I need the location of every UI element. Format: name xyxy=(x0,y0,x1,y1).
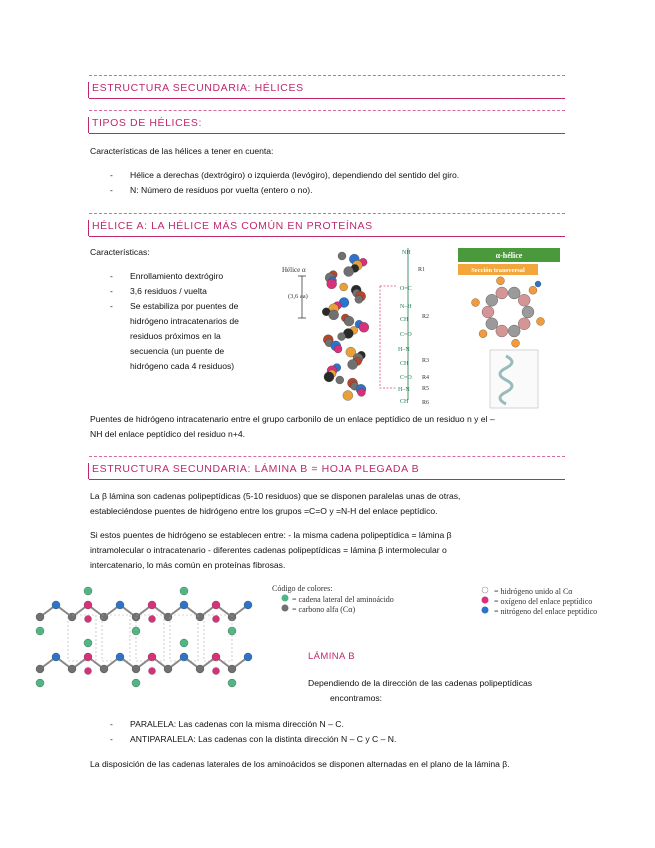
sheet-atom xyxy=(212,653,220,661)
legend-title: Código de colores: xyxy=(272,584,333,593)
helix-atom xyxy=(344,316,354,326)
ring-atom xyxy=(508,287,520,299)
sheet-atom xyxy=(52,653,60,661)
helix-ball-model xyxy=(322,252,369,401)
helix-atom xyxy=(344,267,354,277)
ring-side-atom xyxy=(536,317,544,325)
sheet-atom xyxy=(116,653,124,661)
sheet-atom xyxy=(100,613,108,621)
sheet-atom xyxy=(148,653,156,661)
panel-sub: Sección transversal xyxy=(471,267,525,274)
lamina-sub-line-1: Dependiendo de la dirección de las cadenas polipeptídicas xyxy=(308,678,533,688)
helix-atom xyxy=(343,391,353,401)
ring-atom xyxy=(496,325,508,337)
sheet-atom xyxy=(196,613,204,621)
svg-text:R2: R2 xyxy=(422,314,430,320)
section-heading-alpha: HÉLICE A: LA HÉLICE MÁS COMÚN EN PROTEÍNAS xyxy=(88,220,565,236)
sheet-atom xyxy=(68,665,76,673)
lamina-sub-line-2: encontramos: xyxy=(330,693,383,703)
sheet-atom xyxy=(36,665,44,673)
svg-text:C=O: C=O xyxy=(400,332,412,338)
helix-atom xyxy=(336,376,344,384)
oxygen-atom xyxy=(213,616,220,623)
ring-side-atom xyxy=(496,277,504,285)
ring-atom xyxy=(496,287,508,299)
oxygen-atom xyxy=(149,668,156,675)
section-heading-lamina: ESTRUCTURA SECUNDARIA: LÁMINA B = HOJA PLEGADA B xyxy=(88,463,565,479)
side-chain-atom xyxy=(228,679,236,687)
lamina-p2-line-3: intercatenario, lo más común en proteínas fibrosas. xyxy=(90,560,286,570)
sheet-atom xyxy=(212,601,220,609)
ring-atom xyxy=(482,306,494,318)
helix-atom xyxy=(338,333,346,341)
legend-nitrogen: = nitrógeno del enlace peptídico xyxy=(494,607,598,616)
ring-atom xyxy=(508,325,520,337)
alpha-helix-figure xyxy=(280,238,570,410)
ring-side-atom xyxy=(535,281,541,287)
sheet-atom xyxy=(244,601,252,609)
ring-side-atom xyxy=(512,339,520,347)
alpha-note-line-1: Puentes de hidrógeno intracatenario entre el grupo carbonilo de un enlace peptídico de un residuo n y el – xyxy=(90,414,495,424)
section-heading-helices: ESTRUCTURA SECUNDARIA: HÉLICES xyxy=(88,82,565,98)
sheet-atom xyxy=(84,601,92,609)
ring-side-atom xyxy=(472,299,480,307)
lamina-subheading: LÁMINA B xyxy=(308,651,356,662)
lamina-p1-line-1: La β lámina son cadenas polipeptídicas (5-10 residuos) que se disponen paralelas unas de otras, xyxy=(90,491,461,501)
side-chain-atom xyxy=(84,639,92,647)
alpha-item-3: - Se estabiliza por puentes de hidrógeno intracatenarios de residuos próximos en la secuencia (un puente de hidrógeno cada 4 residuos) xyxy=(110,301,239,371)
svg-text:R4: R4 xyxy=(422,375,430,381)
oxygen-atom xyxy=(213,668,220,675)
legend-oxygen: = oxígeno del enlace peptídico xyxy=(494,597,593,606)
side-chain-atom xyxy=(180,639,188,647)
sheet-atom xyxy=(196,665,204,673)
pitch-label: (3,6 aa) xyxy=(288,293,308,300)
helix-atom xyxy=(334,345,342,353)
svg-text:R1: R1 xyxy=(418,267,426,273)
alpha-note-line-2: NH del enlace peptídico del residuo n+4. xyxy=(90,429,246,439)
helix-atom xyxy=(348,360,358,370)
sheet-atom xyxy=(68,613,76,621)
svg-text:N–H: N–H xyxy=(400,304,412,310)
oxygen-atom xyxy=(85,668,92,675)
sheet-atom xyxy=(164,613,172,621)
ring-atom xyxy=(518,294,530,306)
svg-text:R5: R5 xyxy=(422,386,430,392)
side-chain-atom xyxy=(84,587,92,595)
sheet-atom xyxy=(148,601,156,609)
lamina-p1-line-2: estableciéndose puentes de hidrógeno entre los grupos =C=O y =N-H del enlace peptídico. xyxy=(90,506,438,516)
tipos-intro: Características de las hélices a tener en cuenta: xyxy=(90,146,274,156)
helix-atom xyxy=(324,372,334,382)
sheet-atom xyxy=(228,665,236,673)
helix-atom xyxy=(340,283,348,291)
legend-hydrogen: = hidrógeno unido al Cα xyxy=(494,587,573,596)
ring-atom xyxy=(518,318,530,330)
sheet-atom xyxy=(52,601,60,609)
ring-atom xyxy=(486,294,498,306)
section-heading-tipos: TIPOS DE HÉLICES: xyxy=(88,117,565,133)
side-chain-atom xyxy=(36,679,44,687)
helix-atom xyxy=(355,295,363,303)
svg-text:CH: CH xyxy=(400,399,409,405)
ring-atom xyxy=(522,306,534,318)
sheet-atom xyxy=(132,665,140,673)
svg-text:NH: NH xyxy=(402,250,411,256)
svg-text:C=O: C=O xyxy=(400,375,412,381)
color-legend xyxy=(272,584,632,624)
sheet-atom xyxy=(84,653,92,661)
sheet-atom xyxy=(180,601,188,609)
beta-sheet-figure xyxy=(30,575,270,695)
lamina-p2-line-1: Si estos puentes de hidrógeno se establecen entre: - la misma cadena polipeptídica = lámina β xyxy=(90,530,452,540)
oxygen-atom xyxy=(149,616,156,623)
alpha-intro: Características: xyxy=(90,247,150,257)
panel-title: α-hélice xyxy=(495,251,523,260)
helix-chain-diagram xyxy=(380,248,429,406)
helix-atom xyxy=(338,252,346,260)
svg-text:H–N: H–N xyxy=(398,347,410,353)
side-chain-atom xyxy=(180,587,188,595)
legend-alpha-carbon: = carbono alfa (Cα) xyxy=(292,605,356,614)
oxygen-atom xyxy=(85,616,92,623)
svg-text:CH: CH xyxy=(400,361,409,367)
svg-text:R3: R3 xyxy=(422,358,430,364)
helix-atom xyxy=(359,322,369,332)
svg-text:R6: R6 xyxy=(422,400,430,406)
sheet-atom xyxy=(244,653,252,661)
ring-side-atom xyxy=(529,286,537,294)
lamina-final: La disposición de las cadenas laterales de los aminoácidos se disponen alternadas en el plano de la lámina β. xyxy=(90,759,510,769)
lamina-p2-line-2: intramolecular o intracatenario - diferentes cadenas polipeptídicas = lámina β intermolecular o xyxy=(90,545,447,555)
helix-atom xyxy=(327,279,337,289)
svg-text:O=C: O=C xyxy=(400,286,412,292)
sheet-atom xyxy=(36,613,44,621)
cross-section-ring xyxy=(472,277,545,347)
svg-text:CH: CH xyxy=(400,317,409,323)
helix-label: Hélice α xyxy=(282,266,306,274)
helix-ribbon-thumbnail xyxy=(490,350,538,408)
legend-side-chain: = cadena lateral del aminoácido xyxy=(292,595,394,604)
svg-text:H–N: H–N xyxy=(398,387,410,393)
helix-atom xyxy=(329,310,339,320)
sheet-atom xyxy=(164,665,172,673)
ring-atom xyxy=(486,318,498,330)
helix-atom xyxy=(357,388,365,396)
sheet-atom xyxy=(180,653,188,661)
ring-side-atom xyxy=(479,330,487,338)
side-chain-atom xyxy=(36,627,44,635)
side-chain-atom xyxy=(132,679,140,687)
sheet-atom xyxy=(116,601,124,609)
sheet-atom xyxy=(100,665,108,673)
